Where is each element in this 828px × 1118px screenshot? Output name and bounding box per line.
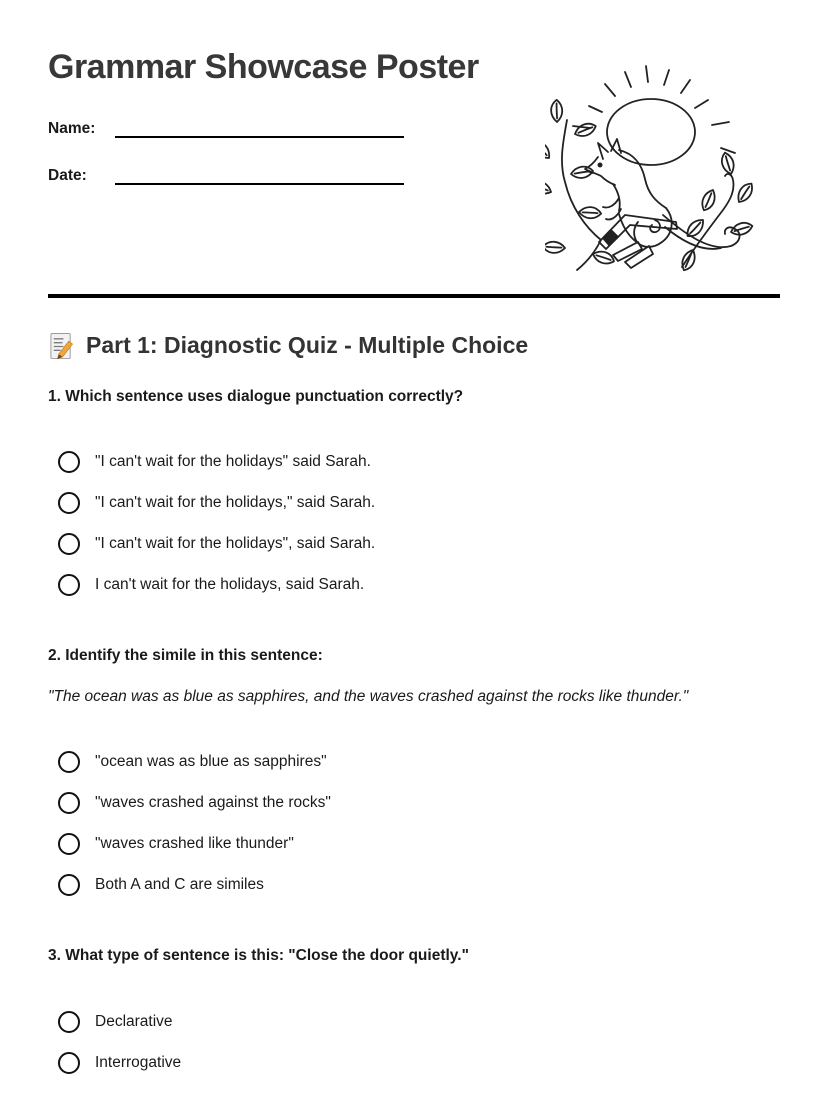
quiz-option[interactable] (58, 574, 780, 596)
kangaroo-illustration (545, 62, 757, 277)
name-input-line[interactable] (115, 116, 404, 138)
option-label: "waves crashed like thunder" (95, 834, 294, 852)
radio-button[interactable] (58, 874, 80, 896)
date-label: Date: (48, 167, 87, 185)
name-label: Name: (48, 120, 96, 138)
page-title: Grammar Showcase Poster (48, 48, 479, 86)
quiz-option[interactable] (58, 833, 780, 855)
question-3-options (48, 1011, 780, 1074)
option-label: "I can't wait for the holidays" said Sarah. (95, 452, 371, 470)
option-label: "I can't wait for the holidays", said Sarah. (95, 534, 376, 552)
radio-button[interactable] (58, 492, 80, 514)
name-field-row (48, 116, 468, 138)
header-fields (48, 116, 468, 185)
section-divider (48, 294, 780, 298)
radio-button[interactable] (58, 1011, 80, 1033)
option-label: Declarative (95, 1012, 173, 1030)
section-heading-label: Part 1: Diagnostic Quiz - Multiple Choice (86, 332, 529, 359)
radio-button[interactable] (58, 533, 80, 555)
option-label: Both A and C are similes (95, 875, 264, 893)
quiz-option[interactable] (58, 492, 780, 514)
question-3-prompt: 3. What type of sentence is this: "Close the door quietly." (48, 947, 469, 965)
option-label: Interrogative (95, 1053, 182, 1071)
radio-button[interactable] (58, 792, 80, 814)
memo-icon (48, 332, 75, 361)
quiz-option[interactable] (58, 1052, 780, 1074)
date-input-line[interactable] (115, 163, 404, 185)
date-field-row (48, 163, 468, 185)
section-heading (48, 331, 780, 361)
radio-button[interactable] (58, 574, 80, 596)
radio-button[interactable] (58, 751, 80, 773)
question-1-prompt: 1. Which sentence uses dialogue punctuation correctly? (48, 388, 464, 406)
option-label: "ocean was as blue as sapphires" (95, 752, 327, 770)
quiz-option[interactable] (58, 451, 780, 473)
question-2-options (48, 751, 780, 896)
quiz-option[interactable] (58, 792, 780, 814)
quiz-option[interactable] (58, 874, 780, 896)
quiz-option[interactable] (58, 533, 780, 555)
radio-button[interactable] (58, 833, 80, 855)
question-2-prompt: 2. Identify the simile in this sentence: (48, 646, 323, 664)
quiz-option[interactable] (58, 751, 780, 773)
option-label: "waves crashed against the rocks" (95, 793, 331, 811)
option-label: I can't wait for the holidays, said Sarah. (95, 575, 365, 593)
option-label: "I can't wait for the holidays," said Sarah. (95, 493, 376, 511)
radio-button[interactable] (58, 1052, 80, 1074)
question-1-options (48, 451, 780, 596)
radio-button[interactable] (58, 451, 80, 473)
quiz-option[interactable] (58, 1011, 780, 1033)
question-2-quote: "The ocean was as blue as sapphires, and the waves crashed against the rocks like thunder." (48, 687, 689, 705)
